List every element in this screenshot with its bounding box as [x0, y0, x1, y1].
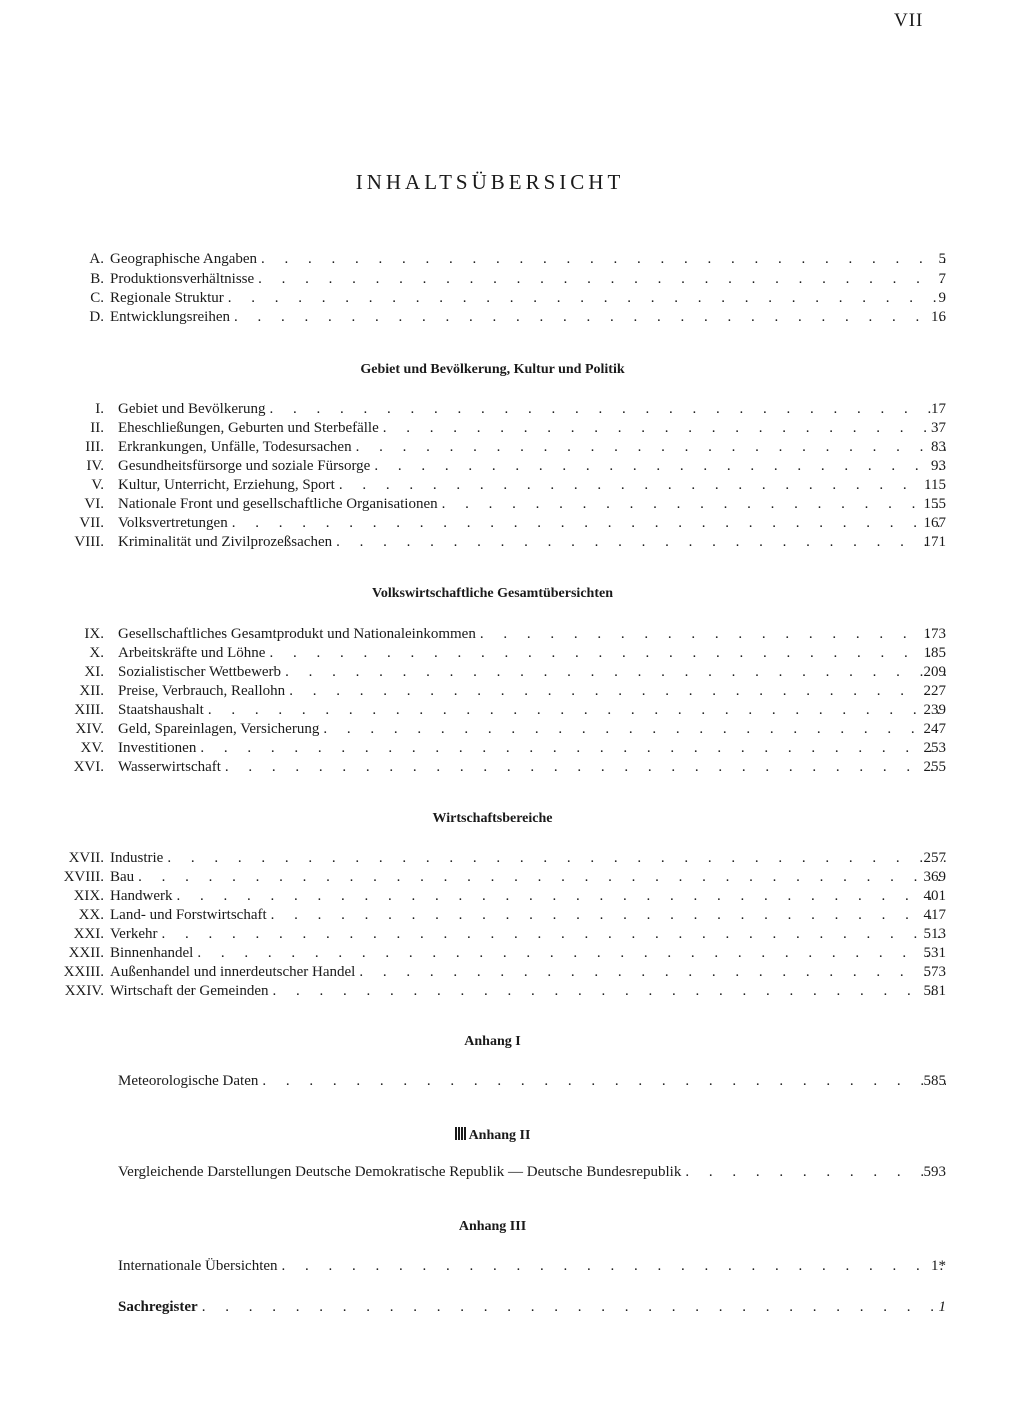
entry-number: XX. [78, 907, 104, 923]
entry-title: Binnenhandel [110, 945, 194, 961]
entry-page: 257 [923, 850, 946, 866]
entry-number: XV. [80, 740, 104, 756]
entry-title: Land- und Forstwirtschaft [110, 907, 267, 923]
entry-number: I. [95, 401, 104, 417]
dot-leader [442, 495, 946, 514]
entry-number: IX. [84, 626, 104, 642]
dot-leader [234, 308, 946, 327]
entry-page: 171 [923, 534, 946, 550]
entry-title: Wirtschaft der Gemeinden [110, 983, 269, 999]
entry-title: Volksvertretungen [118, 515, 228, 531]
toc-entry[interactable] [0, 1072, 1024, 1091]
toc-entry[interactable] [0, 495, 1024, 514]
toc-entry[interactable] [0, 270, 1024, 289]
entry-number: XIII. [74, 702, 104, 718]
entry-number: XXI. [73, 926, 104, 942]
entry-title: Nationale Front und gesellschaftliche Organisationen [118, 496, 438, 512]
toc-entry[interactable] [0, 533, 1024, 552]
entry-page: 227 [923, 683, 946, 699]
toc-entry[interactable] [0, 438, 1024, 457]
entry-title: Sachregister [118, 1299, 198, 1315]
entry-page: 369 [923, 869, 946, 885]
entry-page: 209 [923, 664, 946, 680]
entry-page: 173 [923, 626, 946, 642]
toc-entry[interactable] [0, 1298, 1024, 1317]
entry-page: 93 [931, 458, 946, 474]
entry-number: XI. [84, 664, 104, 680]
entry-page: 1* [931, 1258, 946, 1274]
toc-entry[interactable] [0, 625, 1024, 644]
toc-entry[interactable] [0, 682, 1024, 701]
entry-title: Bau [110, 869, 135, 885]
toc-entry[interactable] [0, 758, 1024, 777]
entry-title: Handwerk [110, 888, 173, 904]
dot-leader [480, 625, 946, 644]
toc-entry[interactable] [0, 887, 1024, 906]
entry-page: 83 [931, 439, 946, 455]
entry-page: 581 [923, 983, 946, 999]
dot-leader [282, 1257, 946, 1276]
entry-title: Eheschließungen, Geburten und Sterbefälle [118, 420, 379, 436]
dot-leader [336, 533, 946, 552]
toc-entry[interactable] [0, 906, 1024, 925]
entry-title: Arbeitskräfte und Löhne [118, 645, 266, 661]
entry-title: Verkehr [110, 926, 158, 942]
entry-page: 253 [923, 740, 946, 756]
entry-page: 155 [923, 496, 946, 512]
entry-number: XIV. [75, 721, 104, 737]
dot-leader [225, 758, 946, 777]
entry-number: X. [89, 645, 104, 661]
entry-number: C. [90, 290, 104, 306]
toc-entry[interactable] [0, 739, 1024, 758]
toc-entry[interactable] [0, 419, 1024, 438]
dot-leader [271, 906, 946, 925]
dot-leader [339, 476, 946, 495]
toc-entry[interactable] [0, 250, 1024, 269]
dot-leader [197, 944, 946, 963]
entry-page: 37 [931, 420, 946, 436]
entry-title: Außenhandel und innerdeutscher Handel [110, 964, 356, 980]
dot-leader [161, 925, 946, 944]
dot-leader [208, 701, 946, 720]
toc-entry[interactable] [0, 400, 1024, 419]
entry-page: 239 [923, 702, 946, 718]
appendix-heading: Anhang III [458, 1219, 527, 1234]
toc-entry[interactable] [0, 644, 1024, 663]
entry-number: XVII. [68, 850, 104, 866]
entry-title: Investitionen [118, 740, 197, 756]
appendix-heading: Anhang I [464, 1034, 521, 1049]
toc-entry[interactable] [0, 663, 1024, 682]
entry-page: 247 [923, 721, 946, 737]
entry-title: Staatshaushalt [118, 702, 204, 718]
entry-title: Geographische Angaben [110, 251, 258, 267]
entry-number: XXIII. [63, 964, 104, 980]
entry-number: XXII. [68, 945, 104, 961]
dot-leader [323, 720, 946, 739]
entry-page: 167 [923, 515, 946, 531]
appendix-heading-text: Anhang II [468, 1128, 531, 1143]
section-heading: Volkswirtschaftliche Gesamtübersichten [372, 586, 613, 601]
toc-entry[interactable] [0, 868, 1024, 887]
entry-page: 401 [923, 888, 946, 904]
entry-number: A. [89, 251, 104, 267]
dot-leader [269, 644, 946, 663]
dot-leader [200, 739, 946, 758]
toc-entry[interactable] [0, 1257, 1024, 1276]
entry-number: XVI. [73, 759, 104, 775]
appendix-heading [0, 1127, 985, 1144]
entry-title: Regionale Struktur [110, 290, 224, 306]
entry-title: Gebiet und Bevölkerung [118, 401, 266, 417]
dot-leader [269, 400, 946, 419]
entry-number: II. [90, 420, 104, 436]
entry-number: XIX. [73, 888, 104, 904]
dot-leader [289, 682, 946, 701]
dot-leader [374, 457, 946, 476]
dot-leader [138, 868, 946, 887]
entry-title: Vergleichende Darstellungen Deutsche Demokratische Republik — Deutsche Bundesrepublik [118, 1164, 682, 1180]
entry-page: 16 [931, 309, 946, 325]
entry-number: IV. [86, 458, 104, 474]
dot-leader [383, 419, 946, 438]
entry-page: 585 [923, 1073, 946, 1089]
entry-page: 185 [923, 645, 946, 661]
entry-title: Kultur, Unterricht, Erziehung, Sport [118, 477, 335, 493]
entry-page: 593 [923, 1164, 946, 1180]
entry-number: VIII. [74, 534, 104, 550]
section-heading: Wirtschaftsbereiche [432, 811, 553, 826]
dot-leader [359, 963, 946, 982]
toc-entry[interactable] [0, 944, 1024, 963]
toc-entry[interactable] [0, 720, 1024, 739]
toc-entry[interactable] [0, 963, 1024, 982]
toc-entry[interactable] [0, 514, 1024, 533]
entry-number: XII. [79, 683, 104, 699]
dot-leader [167, 849, 946, 868]
dot-leader [228, 289, 946, 308]
entry-number: III. [85, 439, 104, 455]
toc-entry[interactable] [0, 457, 1024, 476]
section-heading: Gebiet und Bevölkerung, Kultur und Politik [360, 362, 625, 377]
entry-title: Sozialistischer Wettbewerb [118, 664, 282, 680]
entry-title: Gesellschaftliches Gesamtprodukt und Nationaleinkommen [118, 626, 476, 642]
entry-number: B. [90, 271, 104, 287]
entry-page: 513 [923, 926, 946, 942]
toc-entry[interactable] [0, 1163, 1024, 1182]
dot-leader [273, 982, 947, 1001]
entry-page: 7 [938, 271, 946, 287]
entry-title: Industrie [110, 850, 164, 866]
entry-number: VII. [79, 515, 104, 531]
entry-page: 5 [938, 251, 946, 267]
entry-page: 573 [923, 964, 946, 980]
dot-leader [258, 270, 946, 289]
toc-entry[interactable] [0, 308, 1024, 327]
entry-title: Entwicklungsreihen [110, 309, 230, 325]
toc-entry[interactable] [0, 289, 1024, 308]
page-title: INHALTSÜBERSICHT [355, 170, 625, 194]
entry-number: VI. [84, 496, 104, 512]
toc-entry[interactable] [0, 925, 1024, 944]
dot-leader [356, 438, 946, 457]
entry-title: Gesundheitsfürsorge und soziale Fürsorge [118, 458, 371, 474]
toc-entry[interactable] [0, 982, 1024, 1001]
toc-entry[interactable] [0, 476, 1024, 495]
dot-leader [262, 1072, 946, 1091]
print-mark-icon [455, 1127, 467, 1140]
entry-page: 115 [924, 477, 946, 493]
page-number: VII [894, 10, 924, 31]
entry-title: Wasserwirtschaft [118, 759, 221, 775]
entry-number: XXIV. [64, 983, 104, 999]
entry-title: Internationale Übersichten [118, 1258, 278, 1274]
entry-title: Produktionsverhältnisse [110, 271, 255, 287]
entry-page: 9 [938, 290, 946, 306]
toc-entry[interactable] [0, 701, 1024, 720]
entry-page: 1 [938, 1299, 946, 1315]
dot-leader [176, 887, 946, 906]
entry-number: XVIII. [63, 869, 104, 885]
dot-leader [261, 250, 946, 269]
entry-title: Preise, Verbrauch, Reallohn [118, 683, 286, 699]
dot-leader [285, 663, 946, 682]
toc-entry[interactable] [0, 849, 1024, 868]
dot-leader [202, 1298, 946, 1317]
dot-leader [232, 514, 946, 533]
entry-title: Meteorologische Daten [118, 1073, 259, 1089]
entry-number: D. [89, 309, 104, 325]
entry-title: Kriminalität und Zivilprozeßsachen [118, 534, 333, 550]
entry-page: 17 [931, 401, 946, 417]
entry-title: Geld, Spareinlagen, Versicherung [118, 721, 320, 737]
entry-number: V. [91, 477, 104, 493]
entry-page: 255 [923, 759, 946, 775]
entry-page: 417 [923, 907, 946, 923]
entry-page: 531 [923, 945, 946, 961]
entry-title: Erkrankungen, Unfälle, Todesursachen [118, 439, 352, 455]
